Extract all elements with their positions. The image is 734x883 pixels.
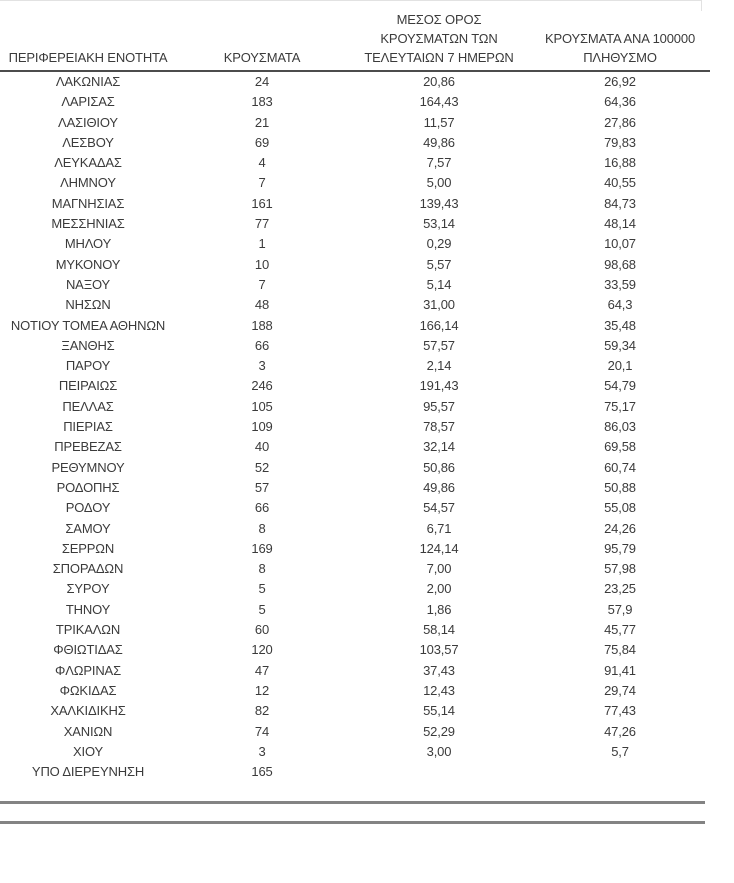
- region-cell: ΛΑΡΙΣΑΣ: [61, 94, 115, 110]
- per100k-cell: 60,74: [604, 459, 636, 475]
- avg7-cell: 6,71: [426, 520, 452, 536]
- column-header-avg7-line3: ΤΕΛΕΥΤΑΙΩΝ 7 ΗΜΕΡΩΝ: [364, 50, 514, 65]
- column-header-avg7-line1: ΜΕΣΟΣ ΟΡΟΣ: [396, 12, 482, 27]
- avg7-cell: 139,43: [419, 195, 459, 211]
- avg7-cell: 3,00: [426, 743, 452, 759]
- avg7-cell: 53,14: [423, 216, 455, 232]
- per100k-cell: 35,48: [604, 317, 636, 333]
- per100k-cell: 5,7: [611, 743, 629, 759]
- avg7-cell: 191,43: [419, 378, 459, 394]
- per100k-cell: 23,25: [604, 581, 636, 597]
- avg7-cell: 5,14: [426, 276, 452, 292]
- table-row: [0, 234, 710, 254]
- table-row: [0, 397, 710, 417]
- avg7-cell: 50,86: [423, 459, 455, 475]
- region-cell: ΠΡΕΒΕΖΑΣ: [54, 439, 122, 455]
- cases-cell: 5: [258, 601, 266, 617]
- region-cell: ΣΕΡΡΩΝ: [61, 540, 115, 556]
- table-row: [0, 742, 710, 762]
- per100k-cell: 95,79: [604, 540, 636, 556]
- region-cell: ΤΡΙΚΑΛΩΝ: [55, 622, 121, 638]
- table-row: [0, 72, 710, 92]
- per100k-cell: 47,26: [604, 723, 636, 739]
- avg7-cell: 2,14: [426, 358, 452, 374]
- avg7-cell: 12,43: [423, 682, 455, 698]
- region-cell: ΦΩΚΙΔΑΣ: [59, 682, 117, 698]
- table-row: [0, 356, 710, 376]
- region-cell: ΛΑΣΙΘΙΟΥ: [58, 114, 118, 130]
- avg7-cell: 55,14: [423, 703, 455, 719]
- per100k-cell: 10,07: [604, 236, 636, 252]
- per100k-cell: 55,08: [604, 500, 636, 516]
- cases-cell: 40: [254, 439, 270, 455]
- cases-cell: 109: [251, 419, 273, 435]
- cases-cell: 24: [254, 74, 270, 89]
- table-row: [0, 295, 710, 315]
- per100k-cell: 64,3: [607, 297, 633, 313]
- table-row: [0, 316, 710, 336]
- avg7-cell: 95,57: [423, 398, 455, 414]
- table-row: [0, 478, 710, 498]
- cases-cell: 69: [254, 134, 270, 150]
- avg7-cell: 54,57: [423, 500, 455, 516]
- cases-cell: 161: [251, 195, 273, 211]
- table-row: [0, 600, 710, 620]
- avg7-cell: 5,00: [426, 175, 452, 191]
- per100k-cell: 27,86: [604, 114, 636, 130]
- table-bottom-rule-2: [0, 821, 705, 824]
- region-cell: ΛΕΥΚΑΔΑΣ: [54, 155, 122, 171]
- cases-cell: 8: [258, 561, 266, 577]
- table-row: [0, 620, 710, 640]
- region-cell: ΠΑΡΟΥ: [65, 358, 111, 374]
- table-row: [0, 559, 710, 579]
- region-cell: ΦΘΙΩΤΙΔΑΣ: [53, 642, 123, 658]
- per100k-cell: 91,41: [604, 662, 636, 678]
- per100k-cell: 48,14: [604, 216, 636, 232]
- avg7-cell: 5,57: [426, 256, 452, 272]
- column-header-avg7: [348, 0, 530, 70]
- per100k-cell: 16,88: [604, 155, 636, 171]
- per100k-cell: 40,55: [604, 175, 636, 191]
- avg7-cell: 2,00: [426, 581, 452, 597]
- per100k-cell: 75,17: [604, 398, 636, 414]
- cases-cell: 188: [251, 317, 273, 333]
- cases-cell: 8: [258, 520, 266, 536]
- region-cell: ΣΑΜΟΥ: [65, 520, 111, 536]
- cases-cell: 57: [254, 479, 270, 495]
- region-cell: ΦΛΩΡΙΝΑΣ: [55, 662, 121, 678]
- cases-cell: 5: [258, 581, 266, 597]
- region-cell: ΞΑΝΘΗΣ: [61, 337, 115, 353]
- table-body: [0, 72, 710, 782]
- region-cell: ΛΑΚΩΝΙΑΣ: [55, 74, 121, 89]
- table-row: [0, 762, 710, 782]
- cases-cell: 165: [251, 764, 273, 780]
- avg7-cell: 58,14: [423, 622, 455, 638]
- table-row: [0, 519, 710, 539]
- avg7-cell: 166,14: [419, 317, 459, 333]
- cases-cell: 246: [251, 378, 273, 394]
- column-header-cases-line: ΚΡΟΥΣΜΑΤΑ: [223, 50, 301, 65]
- column-header-cases: [176, 0, 348, 70]
- region-cell: ΡΟΔΟΥ: [65, 500, 111, 516]
- cases-cell: 77: [254, 216, 270, 232]
- cases-cell: 4: [258, 155, 266, 171]
- table-row: [0, 92, 710, 112]
- cases-cell: 169: [251, 540, 273, 556]
- region-cell: ΜΑΓΝΗΣΙΑΣ: [51, 195, 125, 211]
- table-row: [0, 458, 710, 478]
- region-cell: ΡΟΔΟΠΗΣ: [56, 479, 120, 495]
- cases-cell: 48: [254, 297, 270, 313]
- column-header-per100k-line1: ΚΡΟΥΣΜΑΤΑ ΑΝΑ 100000: [544, 31, 696, 46]
- avg7-cell: 0,29: [426, 236, 452, 252]
- cases-cell: 82: [254, 703, 270, 719]
- per100k-cell: 33,59: [604, 276, 636, 292]
- per100k-cell: 98,68: [604, 256, 636, 272]
- table-row: [0, 194, 710, 214]
- avg7-cell: 57,57: [423, 337, 455, 353]
- avg7-cell: 49,86: [423, 479, 455, 495]
- avg7-cell: 78,57: [423, 419, 455, 435]
- table-row: [0, 661, 710, 681]
- avg7-cell: 37,43: [423, 662, 455, 678]
- table-row: [0, 255, 710, 275]
- avg7-cell: 49,86: [423, 134, 455, 150]
- cases-cell: 47: [254, 662, 270, 678]
- table-row: [0, 275, 710, 295]
- region-cell: ΠΕΛΛΑΣ: [62, 398, 114, 414]
- table-row: [0, 417, 710, 437]
- region-cell: ΛΗΜΝΟΥ: [60, 175, 116, 191]
- table-row: [0, 437, 710, 457]
- avg7-cell: 52,29: [423, 723, 455, 739]
- per100k-cell: 86,03: [604, 419, 636, 435]
- per100k-cell: 24,26: [604, 520, 636, 536]
- table-row: [0, 153, 710, 173]
- table-row: [0, 133, 710, 153]
- per100k-cell: 26,92: [604, 74, 636, 89]
- region-cell: ΥΠΟ ΔΙΕΡΕΥΝΗΣΗ: [31, 764, 145, 780]
- region-cell: ΣΠΟΡΑΔΩΝ: [52, 561, 124, 577]
- table-row: [0, 579, 710, 599]
- avg7-cell: 31,00: [423, 297, 455, 313]
- cases-cell: 7: [258, 276, 266, 292]
- cases-cell: 74: [254, 723, 270, 739]
- region-cell: ΡΕΘΥΜΝΟΥ: [51, 459, 125, 475]
- per100k-cell: 84,73: [604, 195, 636, 211]
- per100k-cell: 57,98: [604, 561, 636, 577]
- avg7-cell: 164,43: [419, 94, 459, 110]
- per100k-cell: 20,1: [607, 358, 633, 374]
- region-cell: ΝΗΣΩΝ: [65, 297, 111, 313]
- per100k-cell: 79,83: [604, 134, 636, 150]
- per100k-cell: 45,77: [604, 622, 636, 638]
- region-cell: ΜΗΛΟΥ: [64, 236, 112, 252]
- table-row: [0, 539, 710, 559]
- column-header-region-line: ΠΕΡΙΦΕΡΕΙΑΚΗ ΕΝΟΤΗΤΑ: [8, 50, 168, 65]
- cases-cell: 183: [251, 94, 273, 110]
- table-row: [0, 640, 710, 660]
- per100k-cell: 64,36: [604, 94, 636, 110]
- cases-cell: 105: [251, 398, 273, 414]
- region-cell: ΛΕΣΒΟΥ: [62, 134, 114, 150]
- column-header-region: [0, 0, 176, 70]
- per100k-cell: 54,79: [604, 378, 636, 394]
- avg7-cell: 20,86: [423, 74, 455, 89]
- per100k-cell: 69,58: [604, 439, 636, 455]
- cases-cell: 66: [254, 337, 270, 353]
- region-cell: ΧΑΝΙΩΝ: [63, 723, 113, 739]
- table-row: [0, 214, 710, 234]
- table-row: [0, 336, 710, 356]
- region-cell: ΣΥΡΟΥ: [66, 581, 110, 597]
- column-header-per100k: [530, 0, 710, 70]
- region-cell: ΝΑΞΟΥ: [65, 276, 111, 292]
- column-header-per100k-line2: ΠΛΗΘΥΣΜΟ: [583, 50, 657, 65]
- region-cell: ΧΙΟΥ: [72, 743, 104, 759]
- cases-cell: 3: [258, 743, 266, 759]
- region-cell: ΠΙΕΡΙΑΣ: [63, 419, 113, 435]
- region-cell: ΝΟΤΙΟΥ ΤΟΜΕΑ ΑΘΗΝΩΝ: [10, 317, 166, 333]
- region-cell: ΜΕΣΣΗΝΙΑΣ: [51, 216, 125, 232]
- table-bottom-rule-1: [0, 801, 705, 804]
- region-cell: ΜΥΚΟΝΟΥ: [55, 256, 121, 272]
- cases-cell: 3: [258, 358, 266, 374]
- table-row: [0, 498, 710, 518]
- region-cell: ΠΕΙΡΑΙΩΣ: [58, 378, 118, 394]
- avg7-cell: 7,57: [426, 155, 452, 171]
- cases-cell: 1: [258, 236, 266, 252]
- cases-cell: 52: [254, 459, 270, 475]
- table-row: [0, 701, 710, 721]
- per100k-cell: 50,88: [604, 479, 636, 495]
- region-cell: ΧΑΛΚΙΔΙΚΗΣ: [50, 703, 126, 719]
- table-header-row: [0, 0, 710, 72]
- per100k-cell: 29,74: [604, 682, 636, 698]
- avg7-cell: [348, 762, 530, 782]
- cases-cell: 120: [251, 642, 273, 658]
- region-cell: ΤΗΝΟΥ: [65, 601, 111, 617]
- table-row: [0, 113, 710, 133]
- per100k-cell: 57,9: [607, 601, 633, 617]
- per100k-cell: 77,43: [604, 703, 636, 719]
- column-header-avg7-line2: ΚΡΟΥΣΜΑΤΩΝ ΤΩΝ: [380, 31, 498, 46]
- cases-cell: 66: [254, 500, 270, 516]
- table-row: [0, 722, 710, 742]
- per100k-cell: 75,84: [604, 642, 636, 658]
- avg7-cell: 103,57: [419, 642, 459, 658]
- cases-cell: 10: [254, 256, 270, 272]
- avg7-cell: 1,86: [426, 601, 452, 617]
- avg7-cell: 32,14: [423, 439, 455, 455]
- per100k-cell: 59,34: [604, 337, 636, 353]
- cases-cell: 60: [254, 622, 270, 638]
- avg7-cell: 7,00: [426, 561, 452, 577]
- table-row: [0, 376, 710, 396]
- table-row: [0, 173, 710, 193]
- table-row: [0, 681, 710, 701]
- cases-cell: 12: [254, 682, 270, 698]
- avg7-cell: 124,14: [419, 540, 459, 556]
- cases-cell: 7: [258, 175, 266, 191]
- avg7-cell: 11,57: [423, 114, 455, 130]
- per100k-cell: [530, 762, 710, 782]
- cases-cell: 21: [254, 114, 270, 130]
